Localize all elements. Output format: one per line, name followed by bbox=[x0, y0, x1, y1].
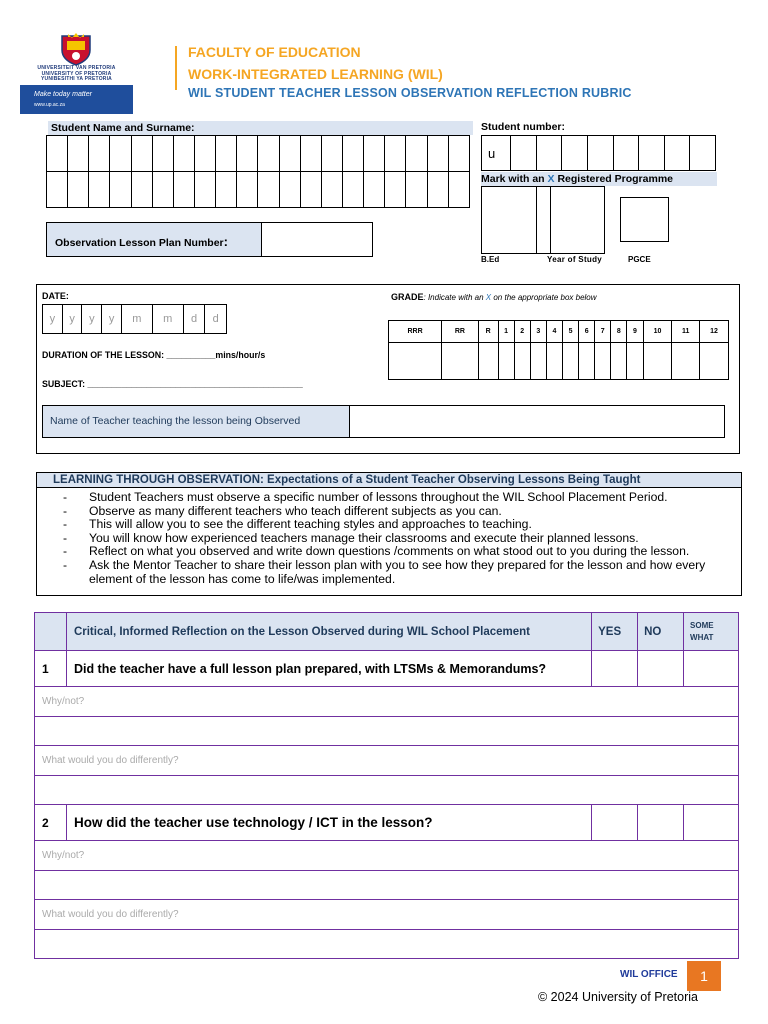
why-not-field[interactable]: Why/not? bbox=[35, 841, 739, 871]
programme-pgce-box[interactable] bbox=[620, 197, 669, 242]
date-label: DATE: bbox=[42, 291, 69, 301]
wil-title: WORK-INTEGRATED LEARNING (WIL) bbox=[188, 66, 443, 82]
rubric-header: Critical, Informed Reflection on the Lesson Observed during WIL School Placement bbox=[66, 613, 591, 651]
logo-tagline-band bbox=[20, 85, 133, 114]
question-number: 2 bbox=[35, 805, 67, 841]
expectation-item: - Observe as many different teachers who teach different subjects as you can. bbox=[63, 503, 502, 518]
expectation-item: - Ask the Mentor Teacher to share their lesson plan with you to see how they prepared for the lesson and how every element of the lesson has come to life/was implemented. bbox=[63, 557, 706, 586]
yes-checkbox[interactable] bbox=[592, 651, 638, 687]
question-number: 1 bbox=[35, 651, 67, 687]
rubric-title: WIL STUDENT TEACHER LESSON OBSERVATION REFLECTION RUBRIC bbox=[188, 86, 632, 100]
teacher-label: Name of Teacher teaching the lesson being Observed bbox=[50, 415, 301, 427]
no-checkbox[interactable] bbox=[638, 805, 684, 841]
student-number-prefix: u bbox=[482, 136, 511, 171]
teacher-name-input[interactable] bbox=[348, 405, 725, 438]
page-number: 1 bbox=[687, 961, 721, 991]
faculty-title: FACULTY OF EDUCATION bbox=[188, 44, 361, 60]
duration-label: DURATION OF THE LESSON: __________mins/hour/s bbox=[42, 350, 266, 360]
programme-pgce-label: PGCE bbox=[628, 255, 651, 264]
answer-field[interactable] bbox=[35, 930, 739, 959]
header-divider bbox=[175, 46, 177, 90]
programme-bed-box[interactable] bbox=[481, 186, 537, 254]
question-text: How did the teacher use technology / ICT in the lesson? bbox=[66, 805, 591, 841]
no-checkbox[interactable] bbox=[638, 651, 684, 687]
programme-bed-label: B.Ed bbox=[481, 255, 500, 264]
differently-field[interactable]: What would you do differently? bbox=[35, 746, 739, 776]
differently-field[interactable]: What would you do differently? bbox=[35, 900, 739, 930]
question-text: Did the teacher have a full lesson plan prepared, with LTSMs & Memorandums? bbox=[66, 651, 591, 687]
expectation-item: - Student Teachers must observe a specific number of lessons throughout the WIL School Placement Period. bbox=[63, 490, 668, 504]
programme-year-box[interactable] bbox=[550, 186, 605, 254]
logo-url: www.up.ac.za bbox=[34, 102, 65, 108]
plan-number-label-box bbox=[46, 222, 262, 257]
grade-label: GRADE: Indicate with an X on the appropriate box below bbox=[391, 292, 597, 302]
somewhat-checkbox[interactable] bbox=[684, 805, 739, 841]
somewhat-header: SOME WHAT bbox=[684, 613, 739, 651]
expectations-title: LEARNING THROUGH OBSERVATION: Expectations of a Student Teacher Observing Lessons Being Taught bbox=[36, 472, 742, 488]
student-name-label: Student Name and Surname: bbox=[48, 121, 473, 135]
expectation-item: - Reflect on what you observed and write down questions /comments on what stood out to you during the lesson. bbox=[63, 544, 690, 559]
expectations-list bbox=[36, 488, 742, 596]
expectation-item: - This will allow you to see the different teaching styles and approaches to teaching. bbox=[63, 517, 532, 532]
student-number-grid[interactable] bbox=[481, 135, 716, 171]
yes-header: YES bbox=[592, 613, 638, 651]
programme-spacer bbox=[535, 186, 551, 254]
grade-grid[interactable]: RRR RR R 1 2 3 4 5 6 7 8 9 10 11 12 bbox=[388, 320, 729, 380]
date-input-grid[interactable]: y y y y m m d d bbox=[42, 304, 227, 334]
programme-label: Mark with an X Registered Programme bbox=[481, 172, 717, 186]
logo-wordmark: UNIVERSITEIT VAN PRETORIA UNIVERSITY OF PRETORIA YUNIBESITHI YA PRETORIA bbox=[37, 65, 116, 82]
wil-office-label: WIL OFFICE bbox=[620, 969, 678, 980]
subject-label: SUBJECT: ____________________________________________ bbox=[42, 379, 303, 389]
yes-checkbox[interactable] bbox=[592, 805, 638, 841]
plan-number-input[interactable] bbox=[261, 222, 373, 257]
teacher-label-box bbox=[42, 405, 350, 438]
student-number-label: Student number: bbox=[481, 121, 565, 133]
programme-year-label: Year of Study bbox=[547, 255, 603, 264]
reflection-rubric-table bbox=[34, 612, 739, 959]
why-not-field[interactable]: Why/not? bbox=[35, 687, 739, 717]
expectation-item: - You will know how experienced teachers manage their classrooms and execute their planned lessons. bbox=[63, 530, 639, 545]
crest-icon bbox=[58, 32, 94, 66]
copyright: © 2024 University of Pretoria bbox=[538, 990, 698, 1004]
student-name-grid[interactable] bbox=[46, 135, 470, 208]
somewhat-checkbox[interactable] bbox=[684, 651, 739, 687]
plan-number-label: Observation Lesson Plan Number: bbox=[55, 234, 228, 249]
logo-tagline: Make today matter bbox=[34, 91, 92, 98]
answer-field[interactable] bbox=[35, 871, 739, 900]
answer-field[interactable] bbox=[35, 776, 739, 805]
no-header: NO bbox=[638, 613, 684, 651]
answer-field[interactable] bbox=[35, 717, 739, 746]
